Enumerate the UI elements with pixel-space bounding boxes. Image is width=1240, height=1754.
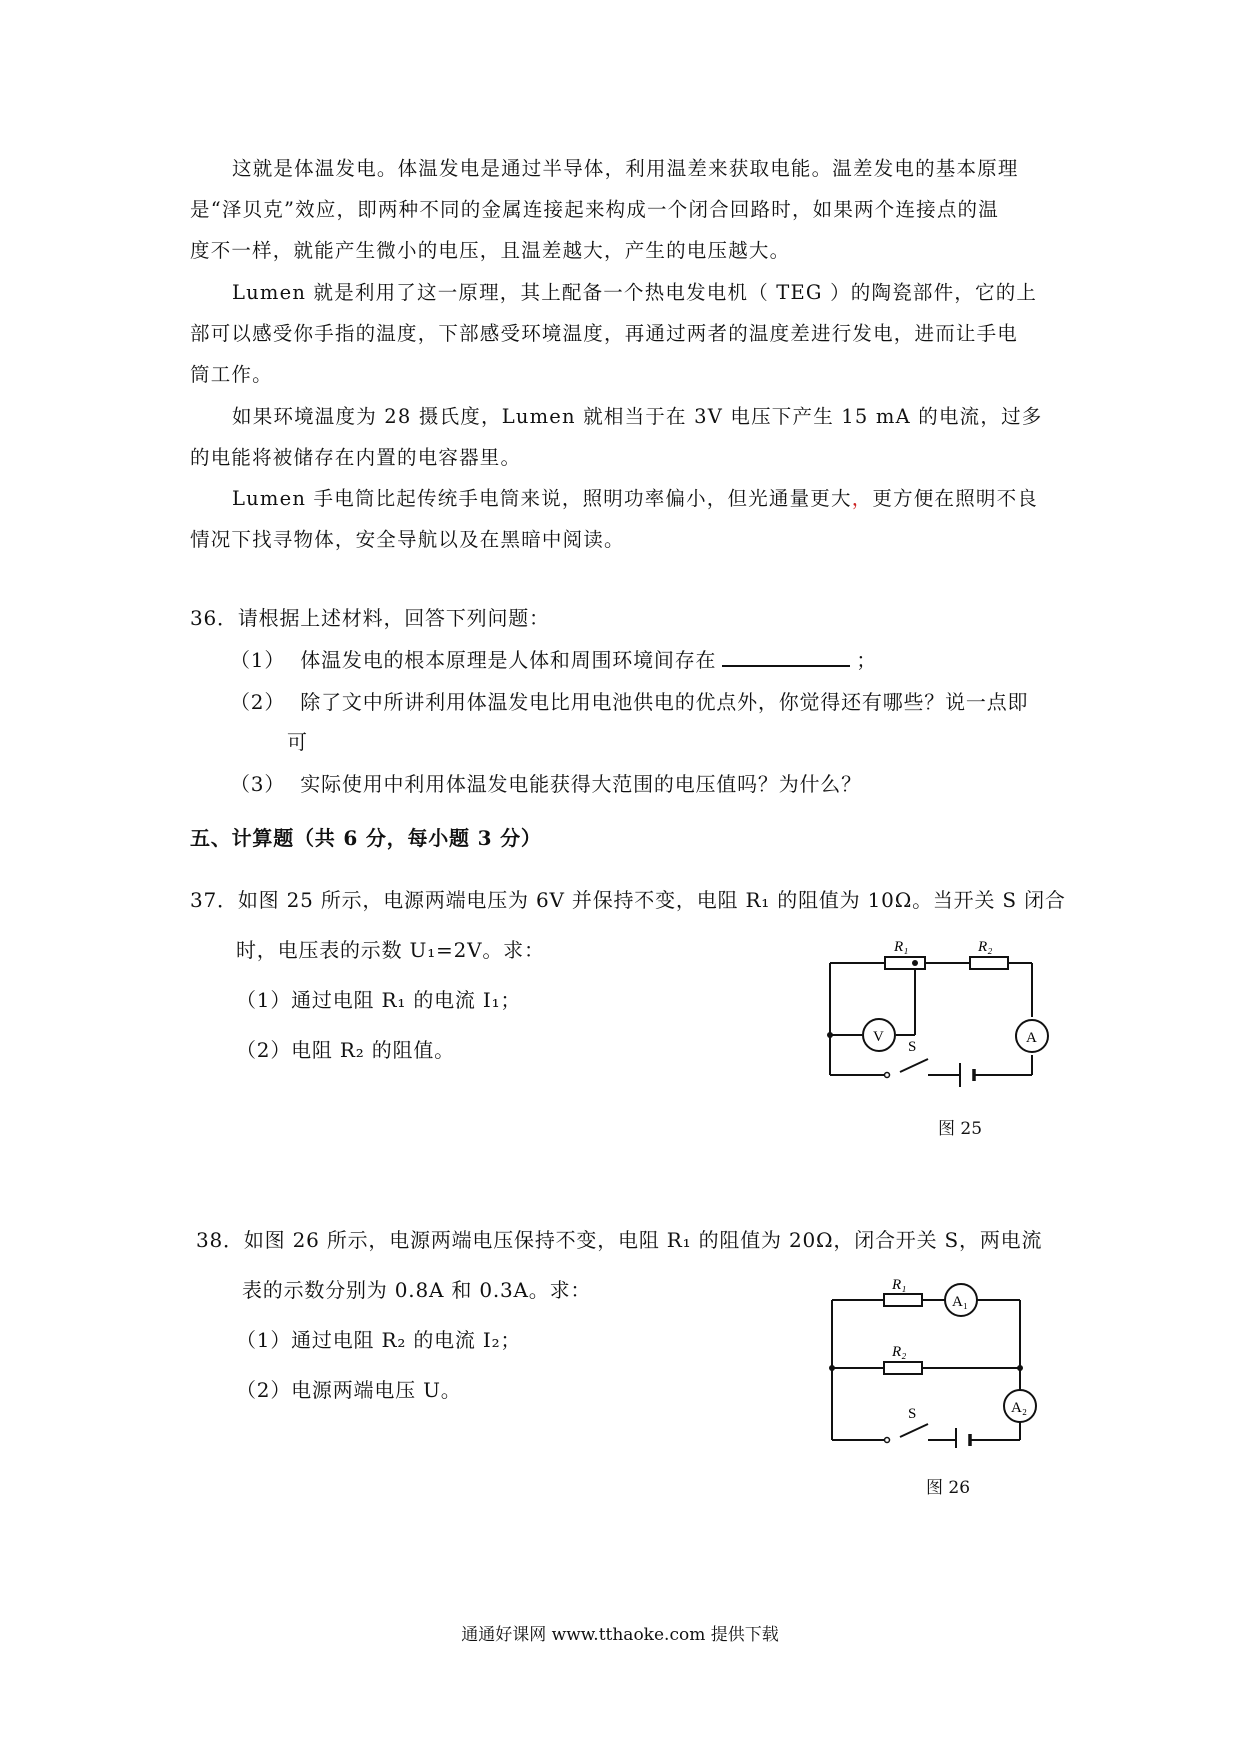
- sub-number: （1）: [230, 648, 286, 672]
- label-a1: A₁: [952, 1294, 969, 1310]
- q38-line1: 38．如图 26 所示，电源两端电压保持不变，电阻 R₁ 的阻值为 20Ω，闭合开关 S，两电流: [196, 1228, 1043, 1252]
- label-s: S: [908, 1039, 917, 1055]
- circuit-figure-25: [810, 935, 1050, 1105]
- resistor-r1: [885, 957, 925, 969]
- sub-text: 实际使用中利用体温发电能获得大范围的电压值吗？为什么？: [300, 772, 862, 796]
- text-line: 情况下找寻物体，安全导航以及在黑暗中阅读。: [190, 528, 625, 551]
- q36-sub1: [230, 640, 877, 681]
- passage-paragraph-4: [190, 478, 1060, 560]
- text-line: 度不一样，就能产生微小的电压，且温差越大，产生的电压越大。: [190, 239, 791, 262]
- label-r1: R₁: [894, 939, 909, 955]
- q36-stem: 36．请根据上述材料，回答下列问题：: [190, 606, 550, 630]
- label-r2: R₂: [978, 939, 993, 955]
- page-footer: 通通好课网 www.tthaoke.com 提供下载: [461, 1625, 779, 1645]
- q38-sub2: （2）电源两端电压 U。: [236, 1378, 462, 1402]
- q37-line1: 37．如图 25 所示，电源两端电压为 6V 并保持不变，电阻 R₁ 的阻值为 10Ω。当开关 S 闭合: [190, 888, 1066, 912]
- answer-blank[interactable]: [722, 645, 850, 667]
- figure-caption-26: 图 26: [926, 1478, 971, 1498]
- sub-text: 除了文中所讲利用体温发电比用电池供电的优点外，你觉得还有哪些？说一点即: [300, 690, 1029, 714]
- q37-sub1: （1）通过电阻 R₁ 的电流 I₁；: [236, 988, 522, 1012]
- passage-paragraph-1: [190, 148, 1060, 271]
- q37-sub2: （2）电阻 R₂ 的阻值。: [236, 1038, 455, 1062]
- figure-caption-25: 图 25: [938, 1119, 983, 1139]
- text-line: 的电能将被储存在内置的电容器里。: [190, 446, 522, 469]
- resistor-r1: [884, 1294, 922, 1306]
- label-a: A: [1026, 1030, 1037, 1046]
- sub-text: 体温发电的根本原理是人体和周围环境间存在: [300, 648, 717, 672]
- section-title: 五、计算题（共 6 分，每小题 3 分）: [190, 826, 542, 850]
- q37-line2: 时，电压表的示数 U₁=2V。求：: [236, 938, 545, 962]
- sub-number: （3）: [230, 772, 286, 796]
- passage-paragraph-2: [190, 272, 1060, 395]
- text-line: 如果环境温度为 28 摄氏度，Lumen 就相当于在 3V 电压下产生 15 mA 的电流，过多: [232, 405, 1043, 428]
- text-line: 这就是体温发电。体温发电是通过半导体，利用温差来获取电能。温差发电的基本原理: [232, 157, 1019, 180]
- sub-number: （2）: [230, 690, 286, 714]
- q36-sub2-cont: 可: [287, 730, 308, 754]
- sub-end: ；: [856, 648, 878, 672]
- label-r1: R₁: [892, 1277, 907, 1293]
- label-s: S: [908, 1406, 917, 1422]
- text-line: 筒工作。: [190, 363, 273, 386]
- text-line: [190, 478, 1060, 519]
- red-comma: ，: [851, 487, 873, 510]
- text-segment: Lumen 手电筒比起传统手电筒来说，照明功率偏小，但光通量更大: [232, 487, 852, 510]
- label-a2: A₂: [1011, 1400, 1028, 1416]
- circuit-figure-26: [812, 1268, 1052, 1448]
- passage-paragraph-3: [190, 396, 1060, 478]
- resistor-r2: [884, 1362, 922, 1374]
- text-line: 是“泽贝克”效应，即两种不同的金属连接起来构成一个闭合回路时，如果两个连接点的温: [190, 198, 999, 221]
- text-line: 部可以感受你手指的温度，下部感受环境温度，再通过两者的温度差进行发电，进而让手电: [190, 322, 1019, 345]
- q38-line2: 表的示数分别为 0.8A 和 0.3A。求：: [242, 1278, 592, 1302]
- q36-sub3: [230, 764, 862, 805]
- resistor-r2: [970, 957, 1008, 969]
- label-v: V: [873, 1029, 884, 1045]
- text-line: Lumen 就是利用了这一原理，其上配备一个热电发电机（ TEG ）的陶瓷部件，它的上: [232, 281, 1038, 304]
- q36-sub2: [230, 682, 1028, 723]
- text-segment: 更方便在照明不良: [872, 487, 1039, 510]
- q38-sub1: （1）通过电阻 R₂ 的电流 I₂；: [236, 1328, 522, 1352]
- label-r2: R₂: [892, 1344, 907, 1360]
